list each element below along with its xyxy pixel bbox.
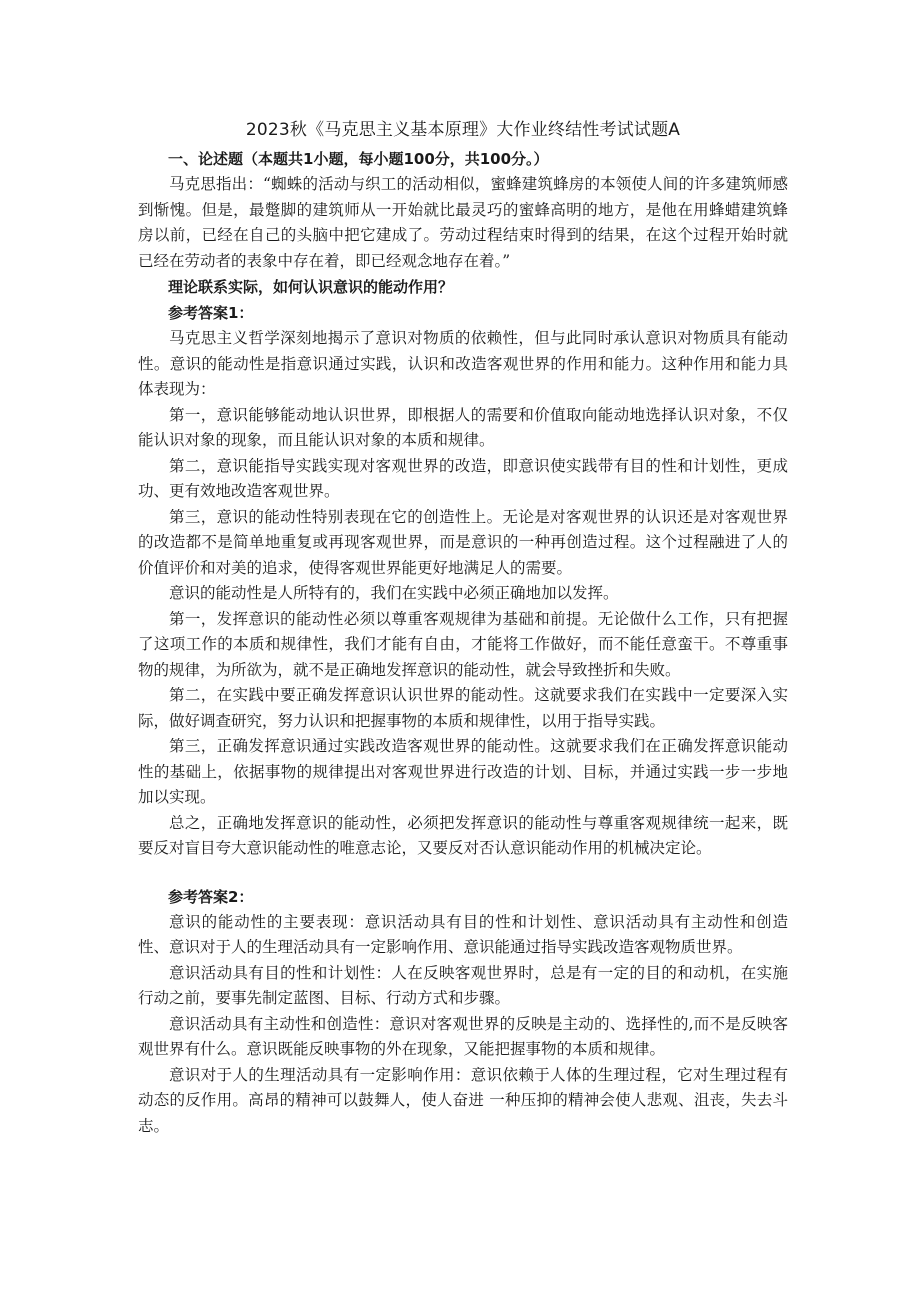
answer2-paragraph: 意识活动具有目的性和计划性：人在反映客观世界时，总是有一定的目的和动机，在实施行动之前，要事先制定蓝图、目标、行动方式和步骤。 [138,963,788,1007]
answer1-paragraph: 第三，意识的能动性特别表现在它的创造性上。无论是对客观世界的认识还是对客观世界的改造都不是简单地重复或再现客观世界，而是意识的一种再创造过程。这个过程融进了人的价值评价和对美的追求，使得客观世界能更好地满足人的需要。 [138,507,788,577]
answer1-paragraph: 第二，在实践中要正确发挥意识认识世界的能动性。这就要求我们在实践中一定要深入实际，做好调查研究，努力认识和把握事物的本质和规律性，以用于指导实践。 [138,686,788,730]
section-heading: 一、论述题（本题共1小题，每小题100分，共100分。） [168,150,549,168]
document-title: 2023秋《马克思主义基本原理》大作业终结性考试试题A [245,120,681,140]
question-quote: 马克思指出：“蜘蛛的活动与织工的活动相似，蜜蜂建筑蜂房的本领使人间的许多建筑师感到惭愧。但是，最蹩脚的建筑师从一开始就比最灵巧的蜜蜂高明的地方，是他在用蜂蜡建筑蜂房以前，已经在自己的头脑中把它建成了。劳动过程结束时得到的结果，在这个过程开始时就已经在劳动者的表象中存在着，即已经观念地存在着。” [138,175,788,270]
answer1-paragraph: 第三，正确发挥意识通过实践改造客观世界的能动性。这就要求我们在正确发挥意识能动性的基础上，依据事物的规律提出对客观世界进行改造的计划、目标，并通过实践一步一步地加以实现。 [138,737,788,806]
answer1-paragraph: 第二，意识能指导实践实现对客观世界的改造，即意识使实践带有目的性和计划性，更成功、更有效地改造客观世界。 [138,456,788,500]
answer1-label: 参考答案1： [168,304,254,322]
answer1-paragraph: 总之，正确地发挥意识的能动性，必须把发挥意识的能动性与尊重客观规律统一起来，既要反对盲目夸大意识能动性的唯意志论，又要反对否认意识能动作用的机械决定论。 [138,813,788,857]
answer1-paragraph: 第一，意识能够能动地认识世界，即根据人的需要和价值取向能动地选择认识对象，不仅能认识对象的现象，而且能认识对象的本质和规律。 [138,405,788,449]
answer2-paragraph: 意识活动具有主动性和创造性：意识对客观世界的反映是主动的、选择性的,而不是反映客观世界有什么。意识既能反映事物的外在现象，又能把握事物的本质和规律。 [138,1014,788,1058]
answer1-paragraph: 马克思主义哲学深刻地揭示了意识对物质的依赖性，但与此同时承认意识对物质具有能动性。意识的能动性是指意识通过实践，认识和改造客观世界的作用和能力。这种作用和能力具体表现为： [138,329,788,398]
answer1-paragraph: 第一，发挥意识的能动性必须以尊重客观规律为基础和前提。无论做什么工作，只有把握了这项工作的本质和规律性，我们才能有自由，才能将工作做好，而不能任意蛮干。不尊重事物的规律，为所欲为，就不是正确地发挥意识的能动性，就会导致挫折和失败。 [138,609,788,679]
answer2-paragraph: 意识的能动性的主要表现：意识活动具有目的性和计划性、意识活动具有主动性和创造性、意识对于人的生理活动具有一定影响作用、意识能通过指导实践改造客观物质世界。 [138,912,788,956]
answer1-paragraph: 意识的能动性是人所特有的，我们在实践中必须正确地加以发挥。 [169,584,619,602]
question-prompt: 理论联系实际，如何认识意识的能动作用？ [168,278,454,296]
spacer [138,862,788,884]
document-page [138,116,788,1139]
answer2-label: 参考答案2： [168,887,254,906]
answer2-paragraph: 意识对于人的生理活动具有一定影响作用：意识依赖于人体的生理过程，它对生理过程有动态的反作用。高昂的精神可以鼓舞人，使人奋进 一种压抑的精神会使人悲观、沮丧，失去斗志。 [138,1065,788,1135]
